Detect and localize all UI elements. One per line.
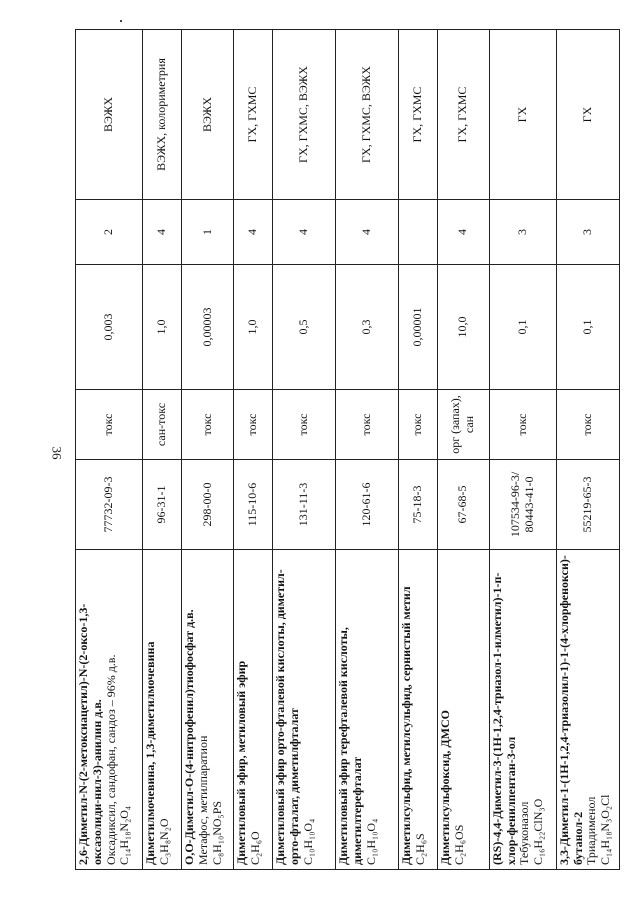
substance-formula: C₁₀H₁₀O₄ — [300, 818, 315, 865]
value-cell: 10,0 — [437, 265, 489, 390]
value-cell: 0,00001 — [398, 265, 437, 390]
substance-name-cell — [182, 550, 234, 870]
class-cell: 2 — [76, 200, 143, 265]
substance-name-cell — [335, 550, 398, 870]
class-cell: 4 — [335, 200, 398, 265]
substance-title: O,O-Диметил-O-(4-нитрофенил)тиофосфат д.в. — [182, 609, 197, 865]
table-row — [398, 30, 437, 870]
substance-name-cell — [143, 550, 182, 870]
class-cell: 4 — [234, 200, 273, 265]
value-cell: 1,0 — [143, 265, 182, 390]
substance-formula: C₁₆H₂₂ClN₃O — [531, 798, 546, 865]
value-cell: 1,0 — [234, 265, 273, 390]
method-cell: ГХ — [489, 30, 556, 200]
substance-name-cell — [398, 550, 437, 870]
substance-synonyms: Триадименол — [584, 796, 599, 865]
hazard-cell: орг (запах), сан — [437, 390, 489, 460]
substance-title: Диметиловый эфир, метиловый эфир — [234, 660, 249, 865]
substance-name-cell — [76, 550, 143, 870]
table-row — [143, 30, 182, 870]
substance-name-cell — [556, 550, 619, 870]
hazard-cell: токс — [489, 390, 556, 460]
method-cell: ГХ, ГХМС — [234, 30, 273, 200]
table-body — [76, 30, 620, 870]
cas-cell: 120-61-6 — [335, 460, 398, 550]
scan-mark — [120, 20, 122, 22]
cas-cell: 75-18-3 — [398, 460, 437, 550]
class-cell: 3 — [556, 200, 619, 265]
class-cell: 3 — [489, 200, 556, 265]
substance-title: Диметилсульфид, метилсульфид, сернистый метил — [398, 586, 413, 865]
cas-cell: 55219-65-3 — [556, 460, 619, 550]
value-cell: 0,1 — [556, 265, 619, 390]
substance-synonyms: Оксадиксил, сандофан, сандоз – 96% д.в. — [103, 654, 118, 865]
substance-title: Диметиловый эфир орто-фталевой кислоты, диметил-орто-фталат, диметилфталат — [273, 569, 301, 865]
substance-title: 2,6-Диметил-N-(2-метоксиацетил)-N-(2-оксо-1,3-оксазолиди-нил-3)-анилин д.в. — [76, 603, 104, 865]
table-row — [273, 30, 336, 870]
hazard-cell: токс — [273, 390, 336, 460]
method-cell: ВЭЖХ, колориметрия — [143, 30, 182, 200]
table-row — [234, 30, 273, 870]
substance-synonyms: Тебуконазол — [517, 801, 532, 865]
substance-formula: C₈H₁₀NO₅PS — [209, 800, 224, 865]
substance-formula: C₁₄H₁₈N₂O₄ — [117, 805, 132, 865]
substance-name-cell — [273, 550, 336, 870]
hazard-cell: токс — [556, 390, 619, 460]
substance-formula: C₃H₈N₂O — [156, 818, 171, 865]
method-cell: ГХ — [556, 30, 619, 200]
cas-cell: 77732-09-3 — [76, 460, 143, 550]
method-cell: ГХ, ГХМС — [398, 30, 437, 200]
method-cell: ВЭЖХ — [182, 30, 234, 200]
substance-formula: C₂H₆O — [247, 831, 262, 865]
cas-cell: 115-10-6 — [234, 460, 273, 550]
substance-name-cell — [234, 550, 273, 870]
method-cell: ГХ, ГХМС, ВЭЖХ — [273, 30, 336, 200]
substance-title: Диметиловый эфир терефталевой кислоты, диметилтерефталат — [335, 627, 364, 865]
method-cell: ГХ, ГХМС — [437, 30, 489, 200]
value-cell: 0,5 — [273, 265, 336, 390]
class-cell: 4 — [273, 200, 336, 265]
method-cell: ГХ, ГХМС, ВЭЖХ — [335, 30, 398, 200]
rotated-table-wrapper — [75, 30, 620, 870]
substance-title: Диметилмочевина, 1,3-диметилмочевина — [143, 641, 158, 865]
value-cell: 0,1 — [489, 265, 556, 390]
table-row — [556, 30, 619, 870]
hazard-cell: токс — [335, 390, 398, 460]
substance-formula: C₂H₆S — [412, 833, 427, 865]
table-row — [335, 30, 398, 870]
substance-formula: C₁₄H₁₈N₃O₂Cl — [598, 794, 613, 865]
class-cell — [398, 200, 437, 265]
hazard-cell: токс — [234, 390, 273, 460]
table-row — [437, 30, 489, 870]
substance-formula: C₁₀H₁₀O₄ — [363, 818, 378, 865]
substance-name-cell — [489, 550, 556, 870]
value-cell: 0,00003 — [182, 265, 234, 390]
table-row — [489, 30, 556, 870]
cas-cell: 131-11-3 — [273, 460, 336, 550]
substance-synonyms: Метафос, метилпаратион — [195, 735, 210, 865]
class-cell: 1 — [182, 200, 234, 265]
value-cell: 0,3 — [335, 265, 398, 390]
method-cell: ВЭЖХ — [76, 30, 143, 200]
hazard-cell: токс — [182, 390, 234, 460]
substance-table — [75, 29, 620, 870]
value-cell: 0,003 — [76, 265, 143, 390]
hazard-cell: сан-токс — [143, 390, 182, 460]
substance-formula: C₂H₆OS — [451, 824, 466, 865]
cas-cell: 67-68-5 — [437, 460, 489, 550]
hazard-cell: токс — [76, 390, 143, 460]
cas-cell: 107534-96-3/ 80443-41-0 — [489, 460, 556, 550]
table-row — [182, 30, 234, 870]
hazard-cell: токс — [398, 390, 437, 460]
substance-title: (RS)-4,4-Диметил-3-(1H-1,2,4-триазол-1-илметил)-1-п-хлор-фенилпентан-3-ол — [489, 572, 518, 865]
substance-title: 3,3-Диметил-1-(1H-1,2,4-триазолил-1)-1-(4-хлорфенокси)-бутанол-2 — [556, 555, 585, 865]
class-cell: 4 — [437, 200, 489, 265]
class-cell: 4 — [143, 200, 182, 265]
table-row — [76, 30, 143, 870]
substance-name-cell — [437, 550, 489, 870]
page-number: 36 — [49, 446, 65, 460]
cas-cell: 298-00-0 — [182, 460, 234, 550]
cas-cell: 96-31-1 — [143, 460, 182, 550]
substance-title: Диметилсульфоксид, ДМСО — [437, 710, 452, 865]
